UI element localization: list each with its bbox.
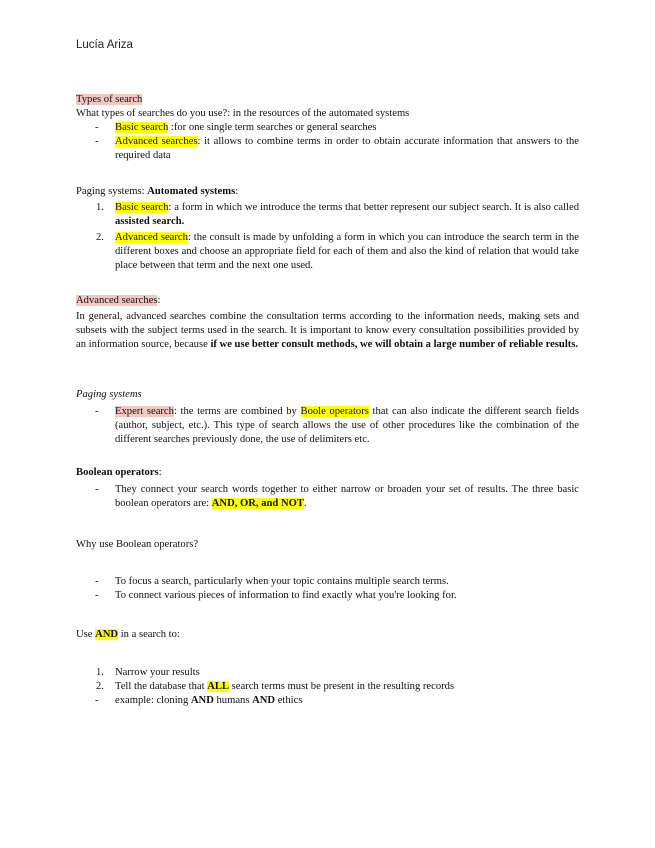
all-highlight: ALL <box>207 681 230 692</box>
example-text-3: ethics <box>275 695 303 706</box>
types-question: What types of searches do you use?: in the resources of the automated systems <box>76 108 410 119</box>
expert-bullet-list <box>76 405 579 447</box>
boolean-heading: Boolean operators <box>76 467 159 478</box>
dash-marker: - <box>95 122 99 133</box>
list-item <box>76 694 579 708</box>
dash-marker: - <box>95 590 99 601</box>
dash-marker: - <box>95 576 99 587</box>
expert-search-term: Expert search <box>115 406 174 417</box>
boolean-desc-end: . <box>303 498 307 509</box>
advanced-searches-term: Advanced searches <box>115 136 198 147</box>
list-item <box>76 135 579 163</box>
advanced-heading: Advanced searches <box>76 295 158 306</box>
advanced-paragraph <box>76 310 579 352</box>
use-and-suffix: in a search to: <box>118 629 180 640</box>
use-and-list <box>76 666 579 708</box>
list-item <box>76 483 579 511</box>
author-name: Lucía Ariza <box>76 39 133 51</box>
boolean-ops-highlight: AND, OR, and NOT <box>211 498 304 509</box>
list-item <box>76 405 579 447</box>
assisted-search-bold: assisted search. <box>115 216 185 227</box>
advanced-searches-section <box>76 294 579 352</box>
paging-italic-heading: Paging systems <box>76 389 142 400</box>
list-item <box>76 575 579 589</box>
list-item <box>76 121 579 135</box>
dash-marker: - <box>95 406 99 417</box>
why-bullet-text: To connect various pieces of information to find exactly what you're looking for. <box>115 590 457 601</box>
types-heading: Types of search <box>76 94 143 105</box>
boolean-heading-end: : <box>158 467 162 478</box>
paging-label: Paging systems: <box>76 186 148 197</box>
boole-operators-term: Boole operators <box>300 406 369 417</box>
list-item <box>76 201 579 229</box>
dash-marker: - <box>95 136 99 147</box>
advanced-paragraph-bold: if we use better consult methods, we will obtain a large number of reliable results. <box>210 339 579 350</box>
narrow-results-text: Narrow your results <box>115 667 200 678</box>
why-boolean-section <box>76 538 579 552</box>
dash-marker: - <box>95 484 99 495</box>
dash-marker: - <box>95 695 99 706</box>
boolean-operators-section <box>76 466 579 511</box>
number-marker: 2. <box>96 681 104 692</box>
types-bullet-list <box>76 121 579 163</box>
and-highlight: AND <box>95 629 119 640</box>
advanced-search-term: Advanced search <box>115 232 188 243</box>
use-and-prefix: Use <box>76 629 96 640</box>
paging-systems-expert-section <box>76 388 579 447</box>
list-item <box>76 680 579 694</box>
advanced-heading-end: : <box>157 295 161 306</box>
example-and-2: AND <box>252 695 276 706</box>
tell-database-text-end: search terms must be present in the resulting records <box>229 681 455 692</box>
example-and-1: AND <box>190 695 214 706</box>
number-marker: 1. <box>96 667 104 678</box>
paging-label-end: : <box>235 186 239 197</box>
boolean-bullet-list <box>76 483 579 511</box>
paging-systems-section <box>76 185 579 273</box>
list-item <box>76 589 579 603</box>
example-text: example: cloning <box>115 695 191 706</box>
expert-search-desc-2: that can also indicate the different search fields (author, subject, etc.). This type of search allows the use of other procedures like the combination of the different searches previously done, the use of delimiters etc. <box>115 406 579 445</box>
paging-numbered-list <box>76 201 579 273</box>
why-question: Why use Boolean operators? <box>76 539 199 550</box>
list-item <box>76 231 579 273</box>
advanced-paragraph-text: In general, advanced searches combine the consultation terms according to the information needs, making sets and subsets with the subject terms used in the search. It is important to know every consultation possibilities provided by an information source, because <box>76 311 579 350</box>
number-marker: 2. <box>96 232 104 243</box>
advanced-search-desc: : the consult is made by unfolding a form in which you can introduce the search term in the different boxes and choose an appropriate field for each of them and also the kind of relation that would take place between that term and the next one used. <box>115 232 579 271</box>
expert-search-desc-1: : the terms are combined by <box>173 406 301 417</box>
example-text-2: humans <box>213 695 253 706</box>
advanced-searches-desc: : it allows to combine terms in order to obtain accurate information that answers to the required data <box>115 136 579 161</box>
why-bullet-text: To focus a search, particularly when your topic contains multiple search terms. <box>115 576 449 587</box>
why-bullet-list <box>76 575 579 603</box>
basic-search-term: Basic search <box>115 122 169 133</box>
basic-search-term: Basic search <box>115 202 169 213</box>
use-and-section <box>76 628 579 642</box>
paging-label-bold: Automated systems <box>147 186 236 197</box>
list-item <box>76 666 579 680</box>
tell-database-text: Tell the database that <box>115 681 208 692</box>
basic-search-desc: : a form in which we introduce the terms that better represent our subject search. It is also called <box>168 202 579 213</box>
number-marker: 1. <box>96 202 104 213</box>
basic-search-desc: :for one single term searches or general searches <box>168 122 377 133</box>
types-of-search-section <box>76 93 579 163</box>
boolean-desc: They connect your search words together to either narrow or broaden your set of results. The three basic boolean operators are: <box>115 484 579 509</box>
